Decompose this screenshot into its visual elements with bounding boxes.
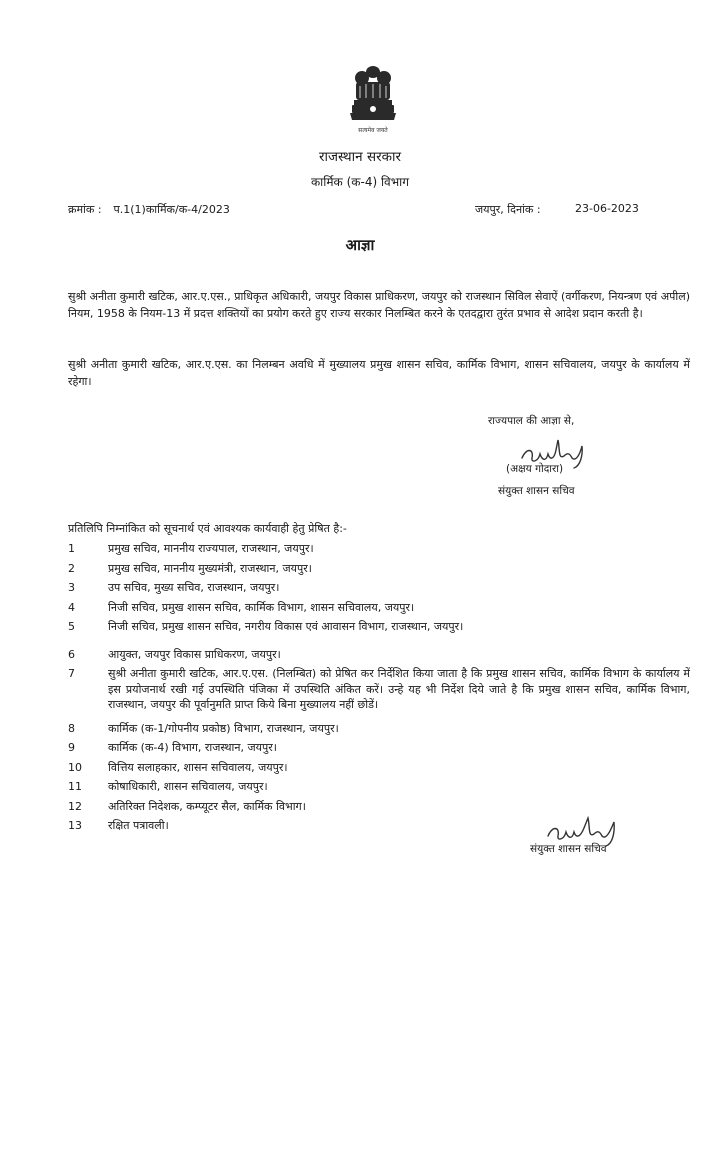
list-item — [68, 541, 690, 557]
department-name: कार्मिक (क-4) विभाग — [310, 175, 410, 189]
list-item-text: कोषाधिकारी, शासन सचिवालय, जयपुर। — [108, 780, 268, 793]
list-item — [68, 760, 690, 776]
list-item-text: आयुक्त, जयपुर विकास प्राधिकरण, जयपुर। — [108, 647, 281, 661]
emblem-motto: सत्यमेव जयते — [358, 127, 388, 134]
lion-capital-icon — [346, 64, 400, 126]
list-item — [68, 600, 690, 616]
list-item-text: कार्मिक (क-4) विभाग, राजस्थान, जयपुर। — [108, 741, 277, 754]
list-item — [68, 740, 690, 756]
list-item-number: 3 — [68, 581, 75, 594]
order-heading: आज्ञा — [345, 236, 375, 254]
list-item — [68, 666, 690, 713]
order-paragraph-1: सुश्री अनीता कुमारी खटिक, आर.ए.एस., प्राधिकृत अधिकारी, जयपुर विकास प्राधिकरण, जयपुर को राजस्थान सिविल सेवाऐं (वर्गीकरण, नियन्त्रण एवं अपील) नियम, 1958 के नियम-13 में प्रदत्त शक्तियों का प्रयोग करते हुए राज्य सरकार निलम्बित करने के एतदद्वारा तुरंत प्रभाव से आदेश प्रदान करती है। — [68, 290, 690, 320]
list-item-text: सुश्री अनीता कुमारी खटिक, आर.ए.एस. (निलम्बित) को प्रेषित कर निर्देशित किया जाता है कि प्रमुख शासन सचिव, कार्मिक विभाग के कार्यालय में इस प्रयोजनार्थ रखी गई उपस्थिति पंजिका में उपस्थिति अंकित करें। उन्हे यह भी निर्देश दिये जाते है कि प्रमुख शासन सचिव, कार्मिक विभाग, राजस्थान, जयपुर की पूर्वानुमति प्राप्त किये बिना मुख्यालय नहीं छोडें। — [108, 667, 690, 711]
reference-label: क्रमांक : — [68, 203, 102, 216]
list-item — [68, 580, 690, 596]
list-item — [68, 779, 690, 795]
list-item — [68, 647, 690, 663]
copy-to-list — [68, 541, 690, 838]
list-item-number: 11 — [68, 780, 82, 793]
order-date: 23-06-2023 — [575, 202, 639, 215]
list-item-text: प्रमुख सचिव, माननीय राज्यपाल, राजस्थान, जयपुर। — [108, 542, 314, 555]
list-item-number: 8 — [68, 721, 75, 735]
list-item — [68, 619, 690, 635]
signatory-name: (अक्षय गोदारा) — [506, 463, 564, 475]
list-item — [68, 561, 690, 577]
list-item-number: 6 — [68, 647, 75, 661]
list-item-number: 10 — [68, 760, 82, 774]
list-item-number: 9 — [68, 741, 75, 754]
signatory-designation: संयुक्त शासन सचिव — [498, 485, 575, 497]
list-item-text: प्रमुख सचिव, माननीय मुख्यमंत्री, राजस्थान, जयपुर। — [108, 561, 312, 575]
date-row — [475, 202, 639, 217]
list-item-number: 1 — [68, 542, 75, 555]
government-name: राजस्थान सरकार — [319, 149, 401, 165]
list-item — [68, 721, 690, 737]
copy-to-intro: प्रतिलिपि निम्नांकित को सूचनार्थ एवं आवश्यक कार्यवाही हेतु प्रेषित है:- — [68, 522, 347, 535]
list-item-number: 12 — [68, 799, 82, 813]
list-item-number: 5 — [68, 620, 75, 633]
list-item-number: 4 — [68, 600, 75, 614]
signatory-designation: संयुक्त शासन सचिव — [530, 843, 607, 855]
list-item-number: 2 — [68, 561, 75, 575]
national-emblem — [346, 64, 400, 140]
list-item-number: 13 — [68, 819, 82, 832]
list-item-text: अतिरिक्त निदेशक, कम्प्यूटर सैल, कार्मिक विभाग। — [108, 799, 306, 813]
list-item-text: कार्मिक (क-1/गोपनीय प्रकोष्ठ) विभाग, राजस्थान, जयपुर। — [108, 721, 339, 735]
list-item-text: निजी सचिव, प्रमुख शासन सचिव, कार्मिक विभाग, शासन सचिवालय, जयपुर। — [108, 600, 415, 614]
reference-number-row — [68, 202, 230, 217]
list-item-text: उप सचिव, मुख्य सचिव, राजस्थान, जयपुर। — [108, 581, 280, 594]
signature-authority-line: राज्यपाल की आज्ञा से, — [488, 415, 575, 427]
reference-number: प.1(1)कार्मिक/क-4/2023 — [113, 203, 230, 216]
list-item-text: रक्षित पत्रावली। — [108, 819, 169, 832]
list-item-text: वित्तिय सलाहकार, शासन सचिवालय, जयपुर। — [108, 760, 288, 774]
order-paragraph-2: सुश्री अनीता कुमारी खटिक, आर.ए.एस. का निलम्बन अवधि में मुख्यालय प्रमुख शासन सचिव, कार्मिक विभाग, शासन सचिवालय, जयपुर के कार्यालय में रहेगा। — [68, 358, 690, 388]
place-date-label: जयपुर, दिनांक : — [475, 203, 541, 216]
list-item-number: 7 — [68, 667, 75, 680]
list-item-text: निजी सचिव, प्रमुख शासन सचिव, नगरीय विकास एवं आवासन विभाग, राजस्थान, जयपुर। — [108, 620, 464, 633]
